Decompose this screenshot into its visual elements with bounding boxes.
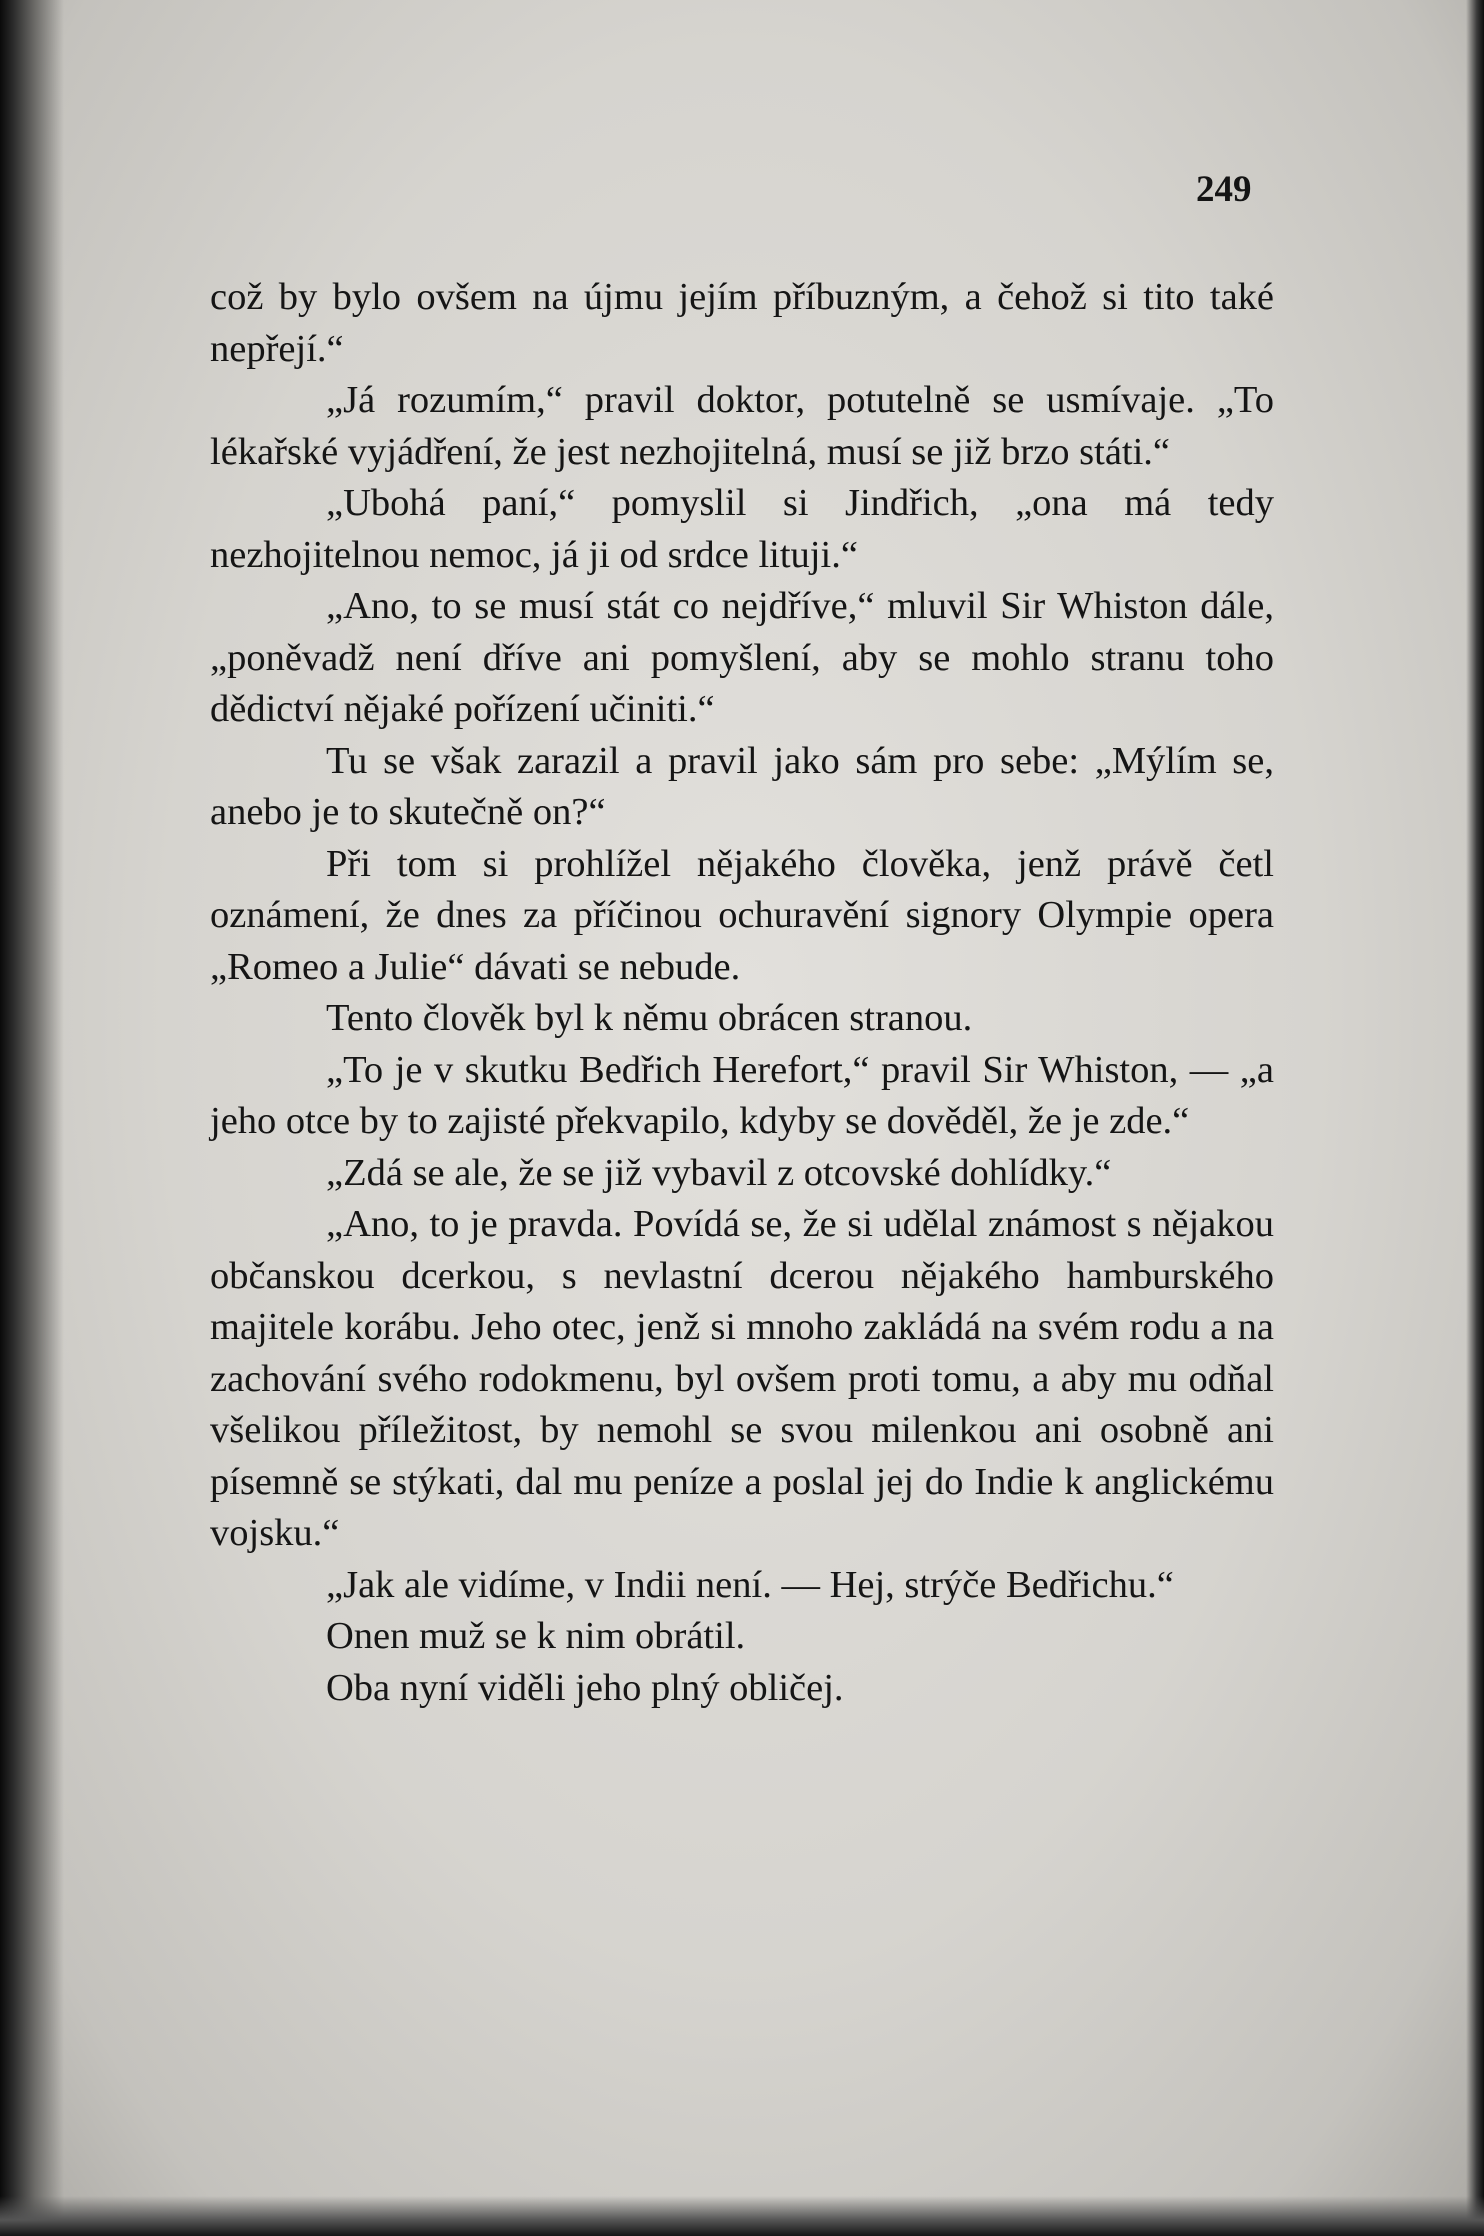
body-text xyxy=(210,272,1274,1714)
paragraph: Při tom si prohlížel nějakého člověka, jenž právě četl oznámení, že dnes za příčinou ochuravění signory Olympie opera „Romeo a Julie“ dávati se nebude. xyxy=(210,842,1274,988)
scan-edge-right xyxy=(1466,0,1484,2236)
paragraph: „Ano, to je pravda. Povídá se, že si udělal známost s nějakou občanskou dcerkou, s nevlastní dcerou nějakého hamburského majitele korábu. Jeho otec, jenž si mnoho zakládá na svém rodu a na zachování svého rodokmenu, byl ovšem proti tomu, a aby mu odňal všelikou příležitost, by nemohl se svou milenkou ani osobně ani písemně se stýkati, dal mu peníze a poslal jej do Indie k anglickému vojsku.“ xyxy=(210,1203,1274,1554)
paragraph: což by bylo ovšem na újmu jejím příbuzným, a čehož si tito také nepřejí.“ xyxy=(210,276,1274,370)
scan-edge-left xyxy=(0,0,64,2236)
paragraph: „Ano, to se musí stát co nejdříve,“ mluvil Sir Whiston dále, „poněvadž není dříve ani pomyšlení, aby se mohlo stranu toho dědictví nějaké pořízení učiniti.“ xyxy=(210,585,1274,730)
paragraph: „Jak ale vidíme, v Indii není. — Hej, strýče Bedřichu.“ xyxy=(326,1563,1174,1606)
paragraph: „Ubohá paní,“ pomyslil si Jindřich, „ona má tedy nezhojitelnou nemoc, já ji od srdce lituji.“ xyxy=(210,482,1274,576)
paragraph: „Zdá se ale, že se již vybavil z otcovské dohlídky.“ xyxy=(326,1151,1112,1194)
paragraph: Tu se však zarazil a pravil jako sám pro sebe: „Mýlím se, anebo je to skutečně on?“ xyxy=(210,739,1274,833)
scan-edge-bottom xyxy=(0,2196,1484,2236)
paragraph: Onen muž se k nim obrátil. xyxy=(326,1615,746,1657)
paragraph: Oba nyní viděli jeho plný obličej. xyxy=(326,1666,844,1709)
page-number: 249 xyxy=(1196,169,1252,210)
paragraph: „Já rozumím,“ pravil doktor, potutelně se usmívaje. „To lékařské vyjádření, že jest nezhojitelná, musí se již brzo státi.“ xyxy=(210,379,1274,473)
paragraph: „To je v skutku Bedřich Herefort,“ pravil Sir Whiston, — „a jeho otce by to zajisté překvapilo, kdyby se dověděl, že je zde.“ xyxy=(210,1048,1274,1142)
paragraph: Tento člověk byl k němu obrácen stranou. xyxy=(326,997,973,1039)
